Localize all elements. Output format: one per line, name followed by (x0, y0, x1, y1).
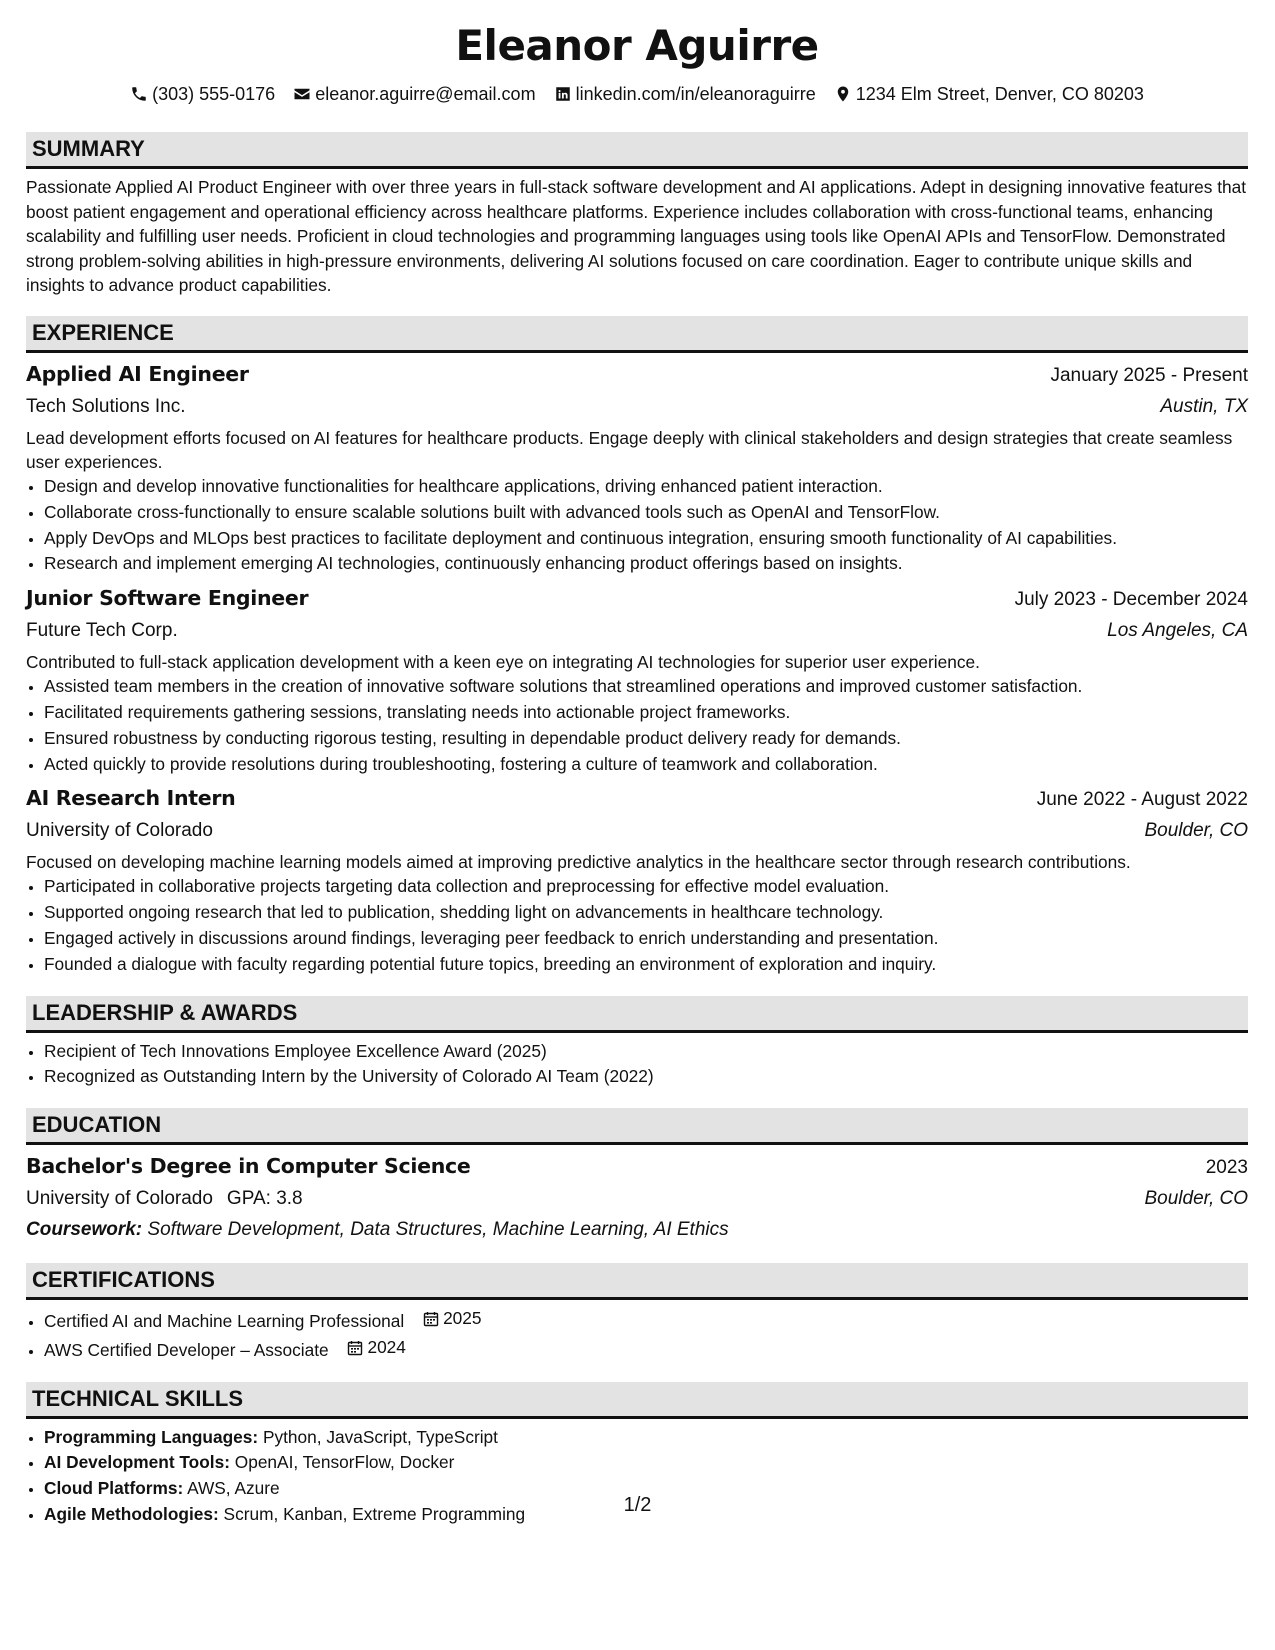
page-number: 1/2 (623, 1494, 652, 1516)
school-name: University of Colorado (26, 1188, 213, 1210)
experience-heading: EXPERIENCE (26, 316, 1248, 353)
phone-icon (130, 85, 148, 103)
contact-bar (26, 81, 1248, 107)
job-dates: January 2025 - Present (1050, 364, 1248, 386)
certification-year: 2024 (367, 1336, 406, 1357)
job-description: Contributed to full-stack application development with a keen eye on integrating AI technologies for superior user experience. (26, 652, 980, 673)
job-dates: July 2023 - December 2024 (1014, 589, 1248, 611)
certification-date (347, 1335, 405, 1361)
job-bullet: • Acted quickly to provide resolutions during troubleshooting, fostering a culture of teamwork and collaboration. (44, 752, 1248, 778)
skill-value: Scrum, Kanban, Extreme Programming (223, 1503, 526, 1524)
job-company: Tech Solutions Inc. (26, 395, 186, 417)
skill-value: Python, JavaScript, TypeScript (262, 1426, 498, 1447)
certifications-list (26, 1306, 1248, 1363)
education-heading: EDUCATION (26, 1108, 1248, 1145)
skill-value: OpenAI, TensorFlow, Docker (234, 1452, 455, 1473)
linkedin-text[interactable]: linkedin.com/in/eleanoraguirre (575, 83, 816, 104)
certification-name: Certified AI and Machine Learning Professional (44, 1311, 405, 1332)
award-item: • Recipient of Tech Innovations Employee Excellence Award (2025) (44, 1039, 1248, 1065)
degree-title: Bachelor's Degree in Computer Science (26, 1154, 471, 1179)
job-bullet: • Supported ongoing research that led to publication, shedding light on advancements in healthcare technology. (44, 900, 1248, 926)
job-location: Boulder, CO (1144, 820, 1248, 842)
graduation-year: 2023 (1205, 1157, 1248, 1179)
job-location: Austin, TX (1160, 395, 1248, 417)
job-bullet: • Research and implement emerging AI technologies, continuously enhancing product offerings based on insights. (44, 551, 1248, 577)
resume-page (26, 20, 1248, 1528)
job-bullet: • Participated in collaborative projects targeting data collection and preprocessing for effective model evaluation. (44, 874, 1248, 900)
contact-email[interactable] (293, 84, 535, 105)
job-bullet: • Facilitated requirements gathering sessions, translating needs into actionable project frameworks. (44, 700, 1248, 726)
calendar-icon (347, 1340, 363, 1356)
certification-date (423, 1306, 481, 1332)
gpa: GPA: 3.8 (226, 1188, 303, 1210)
job-entry (26, 359, 1248, 577)
skill-label: Agile Methodologies: (44, 1503, 219, 1524)
job-entry (26, 583, 1248, 777)
job-title: AI Research Intern (26, 786, 236, 811)
address-text: 1234 Elm Street, Denver, CO 80203 (855, 83, 1144, 104)
job-bullet: • Founded a dialogue with faculty regarding potential future topics, breeding an environment of exploration and inquiry. (44, 952, 1248, 978)
skill-item (44, 1425, 1248, 1451)
job-company: University of Colorado (26, 820, 213, 842)
linkedin-icon (554, 85, 572, 103)
skill-label: Programming Languages: (44, 1426, 259, 1447)
skill-label: AI Development Tools: (44, 1452, 230, 1473)
job-description: Focused on developing machine learning models aimed at improving predictive analytics in the healthcare sector through research contributions. (26, 852, 1131, 873)
job-bullet: • Apply DevOps and MLOps best practices to facilitate deployment and continuous integration, ensuring smooth functionality of AI capabilities. (44, 526, 1248, 552)
phone-text: (303) 555-0176 (152, 83, 276, 104)
skill-value: AWS, Azure (187, 1478, 280, 1499)
job-bullets (26, 874, 1248, 977)
awards-heading: LEADERSHIP & AWARDS (26, 996, 1248, 1033)
job-entry (26, 783, 1248, 977)
job-bullet: • Design and develop innovative functionalities for healthcare applications, driving enhanced patient interaction. (44, 474, 1248, 500)
map-pin-icon (834, 85, 852, 103)
job-bullets (26, 674, 1248, 777)
job-title: Applied AI Engineer (26, 361, 249, 386)
coursework-list: Software Development, Data Structures, Machine Learning, AI Ethics (147, 1219, 729, 1241)
contact-linkedin[interactable] (554, 84, 816, 105)
calendar-icon (423, 1311, 439, 1327)
skill-label: Cloud Platforms: (44, 1478, 184, 1499)
skill-item (44, 1450, 1248, 1476)
envelope-icon (293, 85, 311, 103)
contact-address (834, 84, 1144, 105)
school-location: Boulder, CO (1144, 1188, 1248, 1210)
certification-item (44, 1335, 1248, 1364)
contact-phone (130, 84, 275, 105)
summary-text: Passionate Applied AI Product Engineer with over three years in full-stack software development and AI applications. Adept in designing innovative features that boost patient engagement and operational efficiency across healthcare platforms. Experience includes collaboration with cross-functional teams, enhancing scalability and fulfilling user needs. Proficient in cloud technologies and programming languages using tools like OpenAI APIs and TensorFlow. Demonstrated strong problem-solving abilities in high-pressure environments, delivering AI solutions focused on care coordination. Eager to contribute unique skills and insights to advance product capabilities. (26, 177, 1247, 296)
coursework (26, 1214, 1248, 1245)
school-line (26, 1183, 303, 1214)
job-company: Future Tech Corp. (26, 620, 178, 642)
job-bullet: • Assisted team members in the creation of innovative software solutions that streamlined operations and improved customer satisfaction. (44, 674, 1248, 700)
job-location: Los Angeles, CA (1107, 620, 1248, 642)
award-item: • Recognized as Outstanding Intern by the University of Colorado AI Team (2022) (44, 1064, 1248, 1090)
job-title: Junior Software Engineer (26, 586, 309, 611)
summary-heading: SUMMARY (26, 132, 1248, 169)
job-dates: June 2022 - August 2022 (1036, 789, 1248, 811)
job-bullets (26, 474, 1248, 577)
awards-list (26, 1039, 1248, 1091)
skills-heading: TECHNICAL SKILLS (26, 1382, 1248, 1419)
coursework-label: Coursework: (26, 1219, 143, 1241)
job-bullet: • Collaborate cross-functionally to ensure scalable solutions built with advanced tools such as OpenAI and TensorFlow. (44, 500, 1248, 526)
job-bullet: • Engaged actively in discussions around findings, leveraging peer feedback to enrich understanding and presentation. (44, 926, 1248, 952)
certification-name: AWS Certified Developer – Associate (44, 1339, 329, 1360)
certification-year: 2025 (443, 1308, 482, 1329)
email-text[interactable]: eleanor.aguirre@email.com (315, 83, 536, 104)
job-bullet: • Ensured robustness by conducting rigorous testing, resulting in dependable product delivery ready for demands. (44, 726, 1248, 752)
certification-item (44, 1306, 1248, 1335)
job-description: Lead development efforts focused on AI features for healthcare products. Engage deeply with clinical stakeholders and design strategies that create seamless user experiences. (26, 427, 1233, 472)
candidate-name: Eleanor Aguirre (455, 21, 819, 70)
certifications-heading: CERTIFICATIONS (26, 1263, 1248, 1300)
